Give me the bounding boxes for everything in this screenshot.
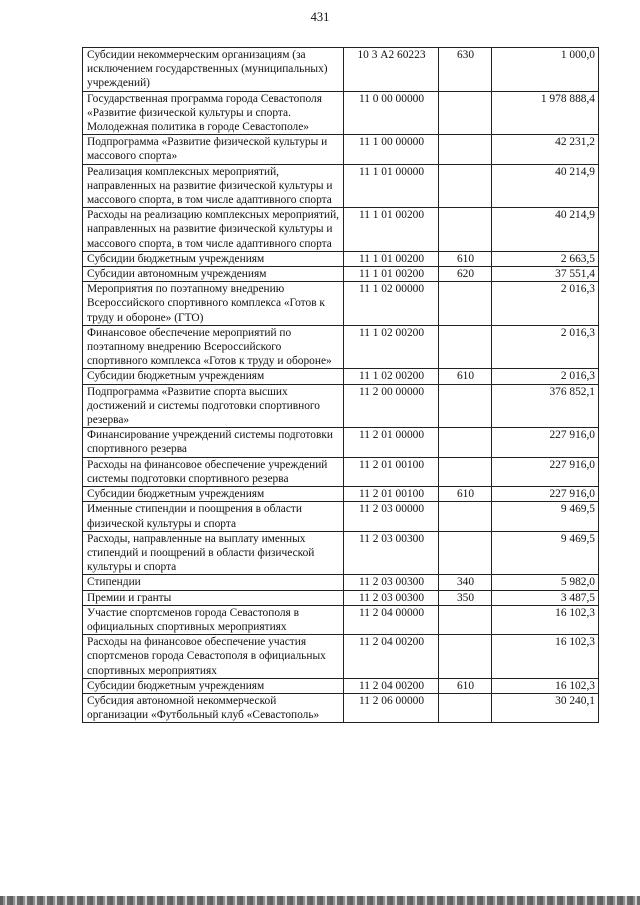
expense-name: Расходы на реализацию комплексных мероприятий, направленных на развитие физической культуры и массового спорта, в том числе адаптивного спорта	[83, 208, 344, 252]
table-row	[83, 369, 599, 384]
amount: 376 852,1	[492, 384, 599, 428]
table-row	[83, 590, 599, 605]
expense-name: Подпрограмма «Развитие физической культуры и массового спорта»	[83, 135, 344, 164]
expense-type: 610	[439, 251, 492, 266]
amount: 40 214,9	[492, 208, 599, 252]
expense-type	[439, 164, 492, 208]
target-code: 11 1 01 00000	[344, 164, 439, 208]
target-code: 11 2 03 00000	[344, 502, 439, 531]
expense-type: 350	[439, 590, 492, 605]
expense-name: Субсидии автономным учреждениям	[83, 267, 344, 282]
amount: 1 000,0	[492, 48, 599, 92]
table-row	[83, 457, 599, 486]
target-code: 11 2 06 00000	[344, 693, 439, 722]
target-code: 11 2 01 00000	[344, 428, 439, 457]
expense-name: Субсидии бюджетным учреждениям	[83, 678, 344, 693]
target-code: 11 1 01 00200	[344, 251, 439, 266]
expense-type	[439, 635, 492, 679]
amount: 3 487,5	[492, 590, 599, 605]
target-code: 11 2 01 00100	[344, 457, 439, 486]
table-row	[83, 487, 599, 502]
expense-name: Именные стипендии и поощрения в области физической культуры и спорта	[83, 502, 344, 531]
expense-name: Подпрограмма «Развитие спорта высших достижений и системы подготовки спортивного резерва»	[83, 384, 344, 428]
table-row	[83, 605, 599, 634]
table-row	[83, 164, 599, 208]
expense-name: Расходы на финансовое обеспечение участия спортсменов города Севастополя в официальных спортивных мероприятиях	[83, 635, 344, 679]
expense-type	[439, 502, 492, 531]
page-number: 431	[310, 10, 330, 24]
expense-type: 610	[439, 369, 492, 384]
expense-type: 610	[439, 678, 492, 693]
target-code: 11 2 04 00200	[344, 678, 439, 693]
expense-name: Субсидии некоммерческим организациям (за исключением государственных (муниципальных) учреждений)	[83, 48, 344, 92]
expense-name: Финансирование учреждений системы подготовки спортивного резерва	[83, 428, 344, 457]
table-row	[83, 428, 599, 457]
target-code: 11 2 04 00200	[344, 635, 439, 679]
amount: 2 016,3	[492, 369, 599, 384]
amount: 5 982,0	[492, 575, 599, 590]
table-row	[83, 635, 599, 679]
table-row	[83, 208, 599, 252]
target-code: 10 3 А2 60223	[344, 48, 439, 92]
amount: 2 016,3	[492, 282, 599, 326]
expense-type	[439, 457, 492, 486]
scan-edge-artifact	[0, 896, 640, 905]
amount: 2 016,3	[492, 325, 599, 369]
table-row	[83, 48, 599, 92]
table-row	[83, 251, 599, 266]
table-row	[83, 267, 599, 282]
budget-table	[82, 47, 599, 723]
expense-name: Премии и гранты	[83, 590, 344, 605]
expense-name: Субсидии бюджетным учреждениям	[83, 251, 344, 266]
table-row	[83, 135, 599, 164]
amount: 9 469,5	[492, 502, 599, 531]
expense-name: Участие спортсменов города Севастополя в официальных спортивных мероприятиях	[83, 605, 344, 634]
table-row	[83, 91, 599, 135]
amount: 227 916,0	[492, 487, 599, 502]
amount: 37 551,4	[492, 267, 599, 282]
table-row	[83, 325, 599, 369]
expense-type: 630	[439, 48, 492, 92]
target-code: 11 2 03 00300	[344, 590, 439, 605]
amount: 227 916,0	[492, 457, 599, 486]
expense-type	[439, 531, 492, 575]
expense-type	[439, 91, 492, 135]
table-row	[83, 678, 599, 693]
table-row	[83, 575, 599, 590]
expense-type	[439, 605, 492, 634]
expense-name: Государственная программа города Севастополя «Развитие физической культуры и спорта. Молодежная политика в городе Севастополе»	[83, 91, 344, 135]
target-code: 11 1 02 00200	[344, 369, 439, 384]
amount: 2 663,5	[492, 251, 599, 266]
expense-type	[439, 282, 492, 326]
expense-name: Субсидии бюджетным учреждениям	[83, 487, 344, 502]
target-code: 11 1 01 00200	[344, 267, 439, 282]
target-code: 11 2 00 00000	[344, 384, 439, 428]
expense-name: Финансовое обеспечение мероприятий по поэтапному внедрению Всероссийского спортивного комплекса «Готов к труду и обороне»	[83, 325, 344, 369]
expense-name: Стипендии	[83, 575, 344, 590]
amount: 42 231,2	[492, 135, 599, 164]
expense-type: 340	[439, 575, 492, 590]
expense-type: 620	[439, 267, 492, 282]
expense-type	[439, 325, 492, 369]
expense-name: Расходы, направленные на выплату именных стипендий и поощрений в области физической культуры и спорта	[83, 531, 344, 575]
expense-name: Мероприятия по поэтапному внедрению Всероссийского спортивного комплекса «Готов к труду и обороне» (ГТО)	[83, 282, 344, 326]
target-code: 11 0 00 00000	[344, 91, 439, 135]
expense-type	[439, 428, 492, 457]
amount: 16 102,3	[492, 605, 599, 634]
table-row	[83, 502, 599, 531]
target-code: 11 1 00 00000	[344, 135, 439, 164]
budget-table-body	[83, 48, 599, 723]
table-row	[83, 384, 599, 428]
table-row	[83, 282, 599, 326]
amount: 1 978 888,4	[492, 91, 599, 135]
expense-name: Субсидии бюджетным учреждениям	[83, 369, 344, 384]
expense-type: 610	[439, 487, 492, 502]
target-code: 11 1 02 00200	[344, 325, 439, 369]
expense-name: Субсидия автономной некоммерческой организации «Футбольный клуб «Севастополь»	[83, 693, 344, 722]
amount: 30 240,1	[492, 693, 599, 722]
target-code: 11 2 03 00300	[344, 531, 439, 575]
expense-type	[439, 208, 492, 252]
target-code: 11 1 01 00200	[344, 208, 439, 252]
target-code: 11 2 04 00000	[344, 605, 439, 634]
expense-type	[439, 693, 492, 722]
amount: 40 214,9	[492, 164, 599, 208]
expense-name: Реализация комплексных мероприятий, направленных на развитие физической культуры и массового спорта, в том числе адаптивного спорта	[83, 164, 344, 208]
amount: 227 916,0	[492, 428, 599, 457]
amount: 9 469,5	[492, 531, 599, 575]
amount: 16 102,3	[492, 678, 599, 693]
target-code: 11 2 01 00100	[344, 487, 439, 502]
table-row	[83, 693, 599, 722]
target-code: 11 2 03 00300	[344, 575, 439, 590]
expense-name: Расходы на финансовое обеспечение учреждений системы подготовки спортивного резерва	[83, 457, 344, 486]
expense-type	[439, 135, 492, 164]
amount: 16 102,3	[492, 635, 599, 679]
target-code: 11 1 02 00000	[344, 282, 439, 326]
expense-type	[439, 384, 492, 428]
table-row	[83, 531, 599, 575]
